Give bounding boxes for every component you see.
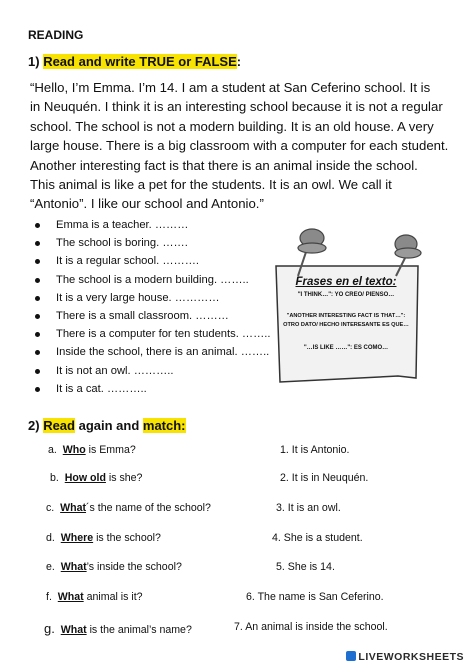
paragraph-line: school. The school is not a modern building. It is an old house. A very	[30, 118, 434, 134]
question-keyword: Where	[60, 532, 94, 544]
question-keyword: What	[57, 591, 84, 603]
logo-text: LIVEWORKSHEETS	[358, 651, 464, 663]
question-keyword: What	[60, 502, 87, 514]
question-item[interactable]	[50, 472, 142, 484]
question-text: is the school?	[93, 532, 161, 544]
reading-paragraph	[30, 78, 450, 214]
note-heading: Frases en el texto:	[295, 276, 397, 288]
section-2-text: again and	[74, 418, 143, 433]
question-text: ’s inside the school?	[86, 561, 182, 573]
question-letter: c.	[46, 502, 55, 514]
section-2-read: Read	[43, 418, 75, 433]
question-keyword: What	[60, 624, 87, 636]
question-item[interactable]	[48, 444, 136, 456]
paragraph-line: Another interesting fact is that there is an animal inside the school.	[30, 157, 418, 173]
note-line: "I THINK…": YO CREO/ PIENSO…	[297, 292, 395, 298]
paragraph-line: in Neuquén. I think it is an interesting school because it is not a regular	[30, 99, 443, 115]
section-2-number: 2)	[28, 418, 40, 433]
question-item[interactable]	[46, 532, 161, 544]
section-1-heading	[28, 54, 241, 69]
statement-item[interactable]: It is a cat. ………..	[30, 380, 290, 398]
paragraph-line: “Antonio”. I like our school and Antonio.”	[30, 196, 264, 212]
question-text: is she?	[105, 472, 143, 484]
note-line: "…IS LIKE ……": ES COMO…	[303, 345, 389, 351]
question-item[interactable]	[46, 502, 211, 514]
pinned-note	[268, 218, 428, 386]
question-item[interactable]	[46, 561, 182, 573]
section-2-heading	[28, 418, 186, 433]
question-keyword: Who	[62, 444, 86, 456]
answer-item[interactable]: 5. She is 14.	[276, 561, 335, 573]
answer-item[interactable]: 1. It is Antonio.	[280, 444, 350, 456]
statement-item[interactable]: Emma is a teacher. ………	[30, 216, 290, 234]
question-letter: a.	[48, 444, 57, 456]
question-text: ´s the name of the school?	[86, 502, 211, 514]
statement-item[interactable]: It is a regular school. ……….	[30, 252, 290, 270]
note-line: OTRO DATO/ HECHO INTERESANTE ES QUE…	[283, 322, 409, 328]
question-letter: e.	[46, 561, 55, 573]
statement-item[interactable]: Inside the school, there is an animal. ……..	[30, 343, 290, 361]
paragraph-line: “Hello, I’m Emma. I’m 14. I am a student at San Ceferino school. It is	[30, 80, 431, 95]
statement-item[interactable]: The school is a modern building. ……..	[30, 271, 290, 289]
question-letter: f.	[46, 591, 52, 603]
question-item[interactable]	[44, 621, 192, 636]
section-1-number: 1)	[28, 54, 40, 69]
question-letter: g.	[44, 621, 55, 636]
true-false-list	[30, 216, 290, 398]
question-keyword: How old	[64, 472, 106, 484]
statement-item[interactable]: The school is boring. …….	[30, 234, 290, 252]
page-title: READING	[28, 28, 84, 42]
statement-item[interactable]: It is a very large house. …………	[30, 289, 290, 307]
section-2-match: match:	[142, 418, 186, 433]
section-1-colon: :	[236, 54, 242, 69]
question-text: animal is it?	[83, 591, 143, 603]
answer-item[interactable]: 4. She is a student.	[272, 532, 363, 544]
question-letter: b.	[50, 472, 59, 484]
answer-item[interactable]: 6. The name is San Ceferino.	[246, 591, 384, 603]
question-text: is the animal’s name?	[86, 624, 192, 636]
note-line: "ANOTHER INTERESTING FACT IS THAT…":	[286, 313, 406, 319]
paragraph-line: This animal is like a pet for the students. It is an owl. We call it	[30, 177, 392, 193]
answer-item[interactable]: 2. It is in Neuquén.	[280, 472, 369, 484]
answer-item[interactable]: 3. It is an owl.	[276, 502, 341, 514]
question-item[interactable]	[46, 591, 143, 603]
question-text: is Emma?	[85, 444, 136, 456]
question-letter: d.	[46, 532, 55, 544]
liveworksheets-logo	[346, 651, 464, 663]
question-keyword: What	[60, 561, 87, 573]
statement-item[interactable]: It is not an owl. ………..	[30, 362, 290, 380]
section-1-instruction: Read and write TRUE or FALSE	[43, 54, 237, 69]
answer-item[interactable]: 7. An animal is inside the school.	[234, 621, 388, 633]
paragraph-line: large house. There is a big classroom with a computer for each student.	[30, 138, 449, 154]
logo-icon	[346, 651, 356, 661]
statement-item[interactable]: There is a computer for ten students. ……..	[30, 325, 290, 343]
statement-item[interactable]: There is a small classroom. ………	[30, 307, 290, 325]
